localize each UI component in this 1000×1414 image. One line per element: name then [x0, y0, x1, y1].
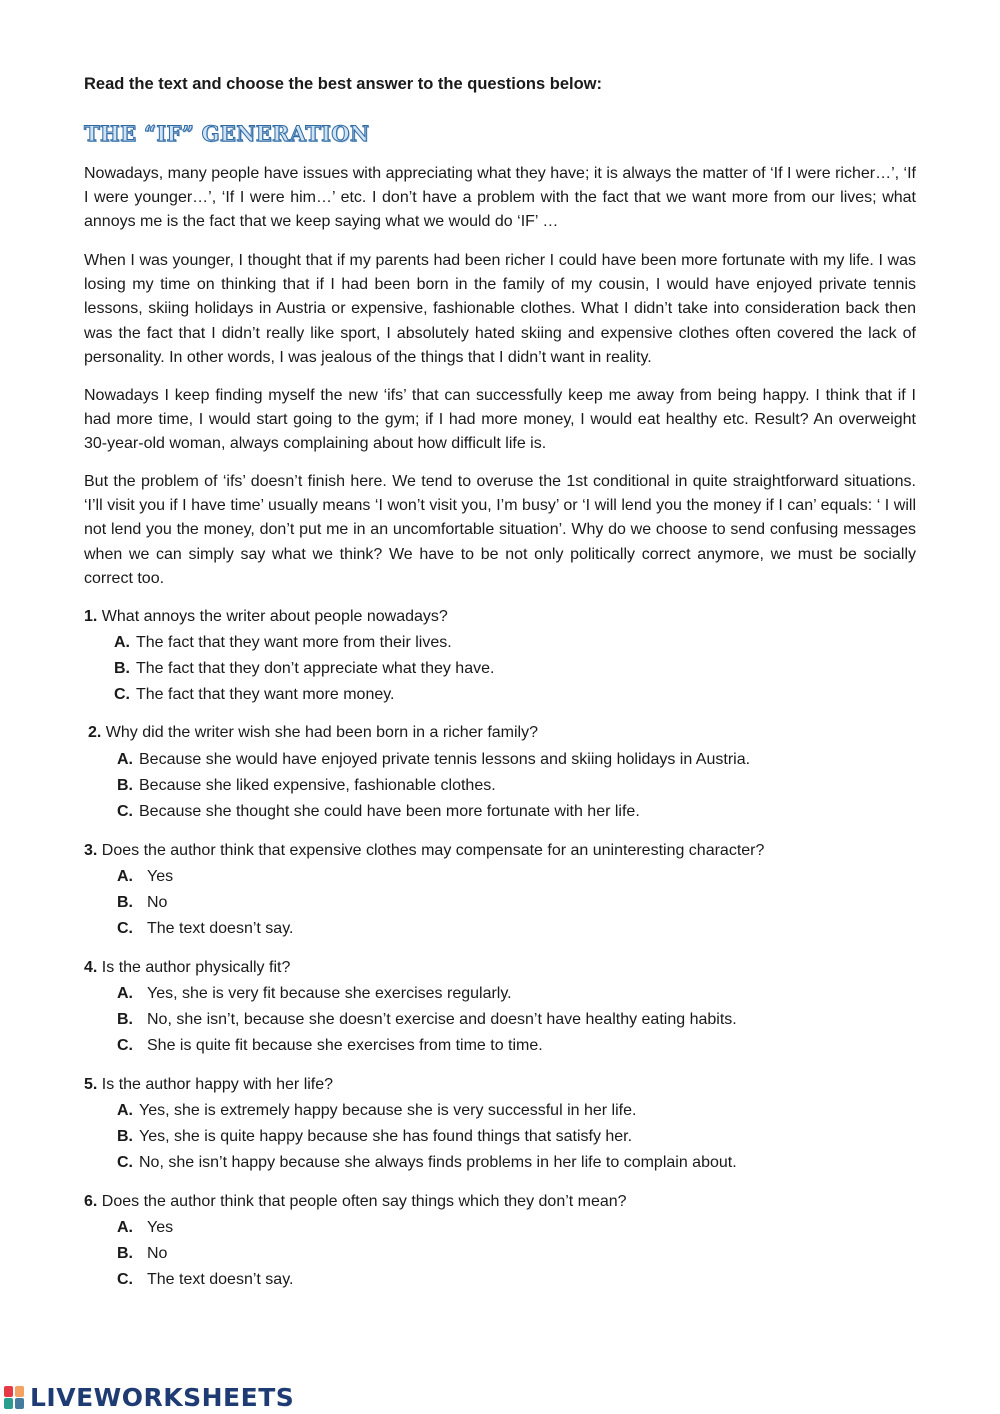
- question-number: 2.: [88, 724, 102, 741]
- option-text: Yes, she is very fit because she exercises regularly.: [147, 985, 512, 1002]
- option-letter: A.: [117, 1102, 133, 1119]
- question-number: 6.: [84, 1193, 98, 1210]
- question-text: What annoys the writer about people nowadays?: [101, 608, 448, 625]
- question-2-options: [117, 747, 750, 825]
- option-text: Because she liked expensive, fashionable clothes.: [139, 777, 496, 794]
- question-text: Does the author think that expensive clothes may compensate for an uninteresting character?: [101, 842, 765, 859]
- option-text: The fact that they want more from their lives.: [136, 634, 452, 651]
- option-text: No, she isn’t happy because she always finds problems in her life to complain about.: [139, 1154, 737, 1171]
- question-text: Does the author think that people often say things which they don’t mean?: [101, 1193, 627, 1210]
- option-text: No, she isn’t, because she doesn’t exercise and doesn’t have healthy eating habits.: [147, 1011, 737, 1028]
- option-a[interactable]: [117, 981, 737, 1007]
- option-letter: B.: [114, 660, 130, 677]
- option-letter: C.: [114, 686, 130, 703]
- option-letter: A.: [117, 868, 133, 885]
- option-text: No: [147, 1245, 168, 1262]
- option-text: Yes: [147, 868, 174, 885]
- question-text: Is the author physically fit?: [101, 959, 291, 976]
- option-a[interactable]: [117, 1098, 737, 1124]
- option-letter: B.: [117, 894, 133, 911]
- option-c[interactable]: [117, 799, 750, 825]
- option-letter: C.: [117, 1154, 133, 1171]
- option-b[interactable]: [117, 1124, 737, 1150]
- option-text: Yes, she is extremely happy because she is very successful in her life.: [139, 1102, 637, 1119]
- option-letter: A.: [117, 985, 133, 1002]
- option-a[interactable]: [117, 1215, 293, 1241]
- question-number: 4.: [84, 959, 98, 976]
- option-c[interactable]: [114, 682, 494, 708]
- question-6: [84, 1190, 627, 1214]
- question-number: 3.: [84, 842, 98, 859]
- liveworksheets-logo-icon: [4, 1384, 26, 1410]
- logo-text: LIVEWORKSHEETS: [30, 1382, 295, 1412]
- question-3-options: [117, 864, 293, 942]
- option-a[interactable]: [114, 630, 494, 656]
- option-letter: A.: [117, 1219, 133, 1236]
- option-letter: C.: [117, 803, 133, 820]
- option-letter: B.: [117, 777, 133, 794]
- option-text: She is quite fit because she exercises from time to time.: [147, 1037, 543, 1054]
- option-text: The fact that they want more money.: [136, 686, 395, 703]
- option-b[interactable]: [117, 1241, 293, 1267]
- option-text: The text doesn’t say.: [147, 920, 294, 937]
- question-3: [84, 839, 764, 863]
- paragraph-2: When I was younger, I thought that if my parents had been richer I could have been more fortunate with my life. I was losing my time on thinking that if I had been born in the family of my cousin, I would have enjoyed private tennis lessons, skiing holidays in Austria or expensive, fashionable clothes. What I didn’t take into consideration back then was the fact that I didn’t really like sport, I absolutely hated skiing and expensive clothes often covered the lack of personality. In other words, I was jealous of the things that I didn’t want in reality.: [84, 252, 916, 366]
- question-4: [84, 956, 290, 980]
- option-c[interactable]: [117, 1267, 293, 1293]
- question-4-options: [117, 981, 737, 1059]
- option-letter: C.: [117, 920, 133, 937]
- option-text: No: [147, 894, 168, 911]
- option-letter: A.: [117, 751, 133, 768]
- option-letter: C.: [117, 1037, 133, 1054]
- option-text: Yes, she is quite happy because she has found things that satisfy her.: [139, 1128, 633, 1145]
- option-letter: B.: [117, 1011, 133, 1028]
- option-text: Because she thought she could have been more fortunate with her life.: [139, 803, 640, 820]
- option-letter: B.: [117, 1128, 133, 1145]
- option-letter: B.: [117, 1245, 133, 1262]
- option-letter: A.: [114, 634, 130, 651]
- question-text: Why did the writer wish she had been born in a richer family?: [105, 724, 538, 741]
- option-c[interactable]: [117, 1150, 737, 1176]
- question-2: [88, 721, 538, 745]
- option-b[interactable]: [117, 890, 293, 916]
- question-number: 5.: [84, 1076, 98, 1093]
- instruction-heading: Read the text and choose the best answer to the questions below:: [84, 75, 603, 93]
- paragraph-4: But the problem of ‘ifs’ doesn’t finish here. We tend to overuse the 1st conditional in quite straightforward situations. ‘I’ll visit you if I have time’ usually means ‘I won’t visit you, I’m busy’ or ‘I will lend you the money if I can’ equals: ‘ I will not lend you the money, don’t put me in an uncomfortable situation’. Why do we choose to send confusing messages when we can simply say what we think? We have to be not only politically correct anymore, we must be socially correct too.: [84, 473, 916, 587]
- option-text: The fact that they don’t appreciate what they have.: [136, 660, 495, 677]
- option-c[interactable]: [117, 1033, 737, 1059]
- option-text: Because she would have enjoyed private tennis lessons and skiing holidays in Austria.: [139, 751, 751, 768]
- question-1: [84, 605, 448, 629]
- option-b[interactable]: [114, 656, 494, 682]
- liveworksheets-logo[interactable]: [4, 1380, 294, 1414]
- question-5: [84, 1073, 333, 1097]
- paragraph-3: Nowadays I keep finding myself the new ‘ifs’ that can successfully keep me away from being happy. I think that if I had more time, I would start going to the gym; if I had more money, I would eat healthy etc. Result? An overweight 30-year-old woman, always complaining about how difficult life is.: [84, 387, 916, 453]
- option-a[interactable]: [117, 747, 750, 773]
- option-letter: C.: [117, 1271, 133, 1288]
- question-1-options: [114, 630, 494, 708]
- article-title: THE “IF” GENERATION: [84, 121, 370, 146]
- option-b[interactable]: [117, 1007, 737, 1033]
- option-c[interactable]: [117, 916, 293, 942]
- option-text: The text doesn’t say.: [147, 1271, 294, 1288]
- question-number: 1.: [84, 608, 98, 625]
- paragraph-1: Nowadays, many people have issues with appreciating what they have; it is always the matter of ‘If I were richer…’, ‘If I were younger…’, ‘If I were him…’ etc. I don’t have a problem with the fact that we want more from our lives; what annoys me is the fact that we keep saying what we would do ‘IF’ …: [84, 165, 916, 231]
- option-a[interactable]: [117, 864, 293, 890]
- question-5-options: [117, 1098, 737, 1176]
- question-6-options: [117, 1215, 293, 1293]
- option-b[interactable]: [117, 773, 750, 799]
- question-text: Is the author happy with her life?: [101, 1076, 334, 1093]
- option-text: Yes: [147, 1219, 174, 1236]
